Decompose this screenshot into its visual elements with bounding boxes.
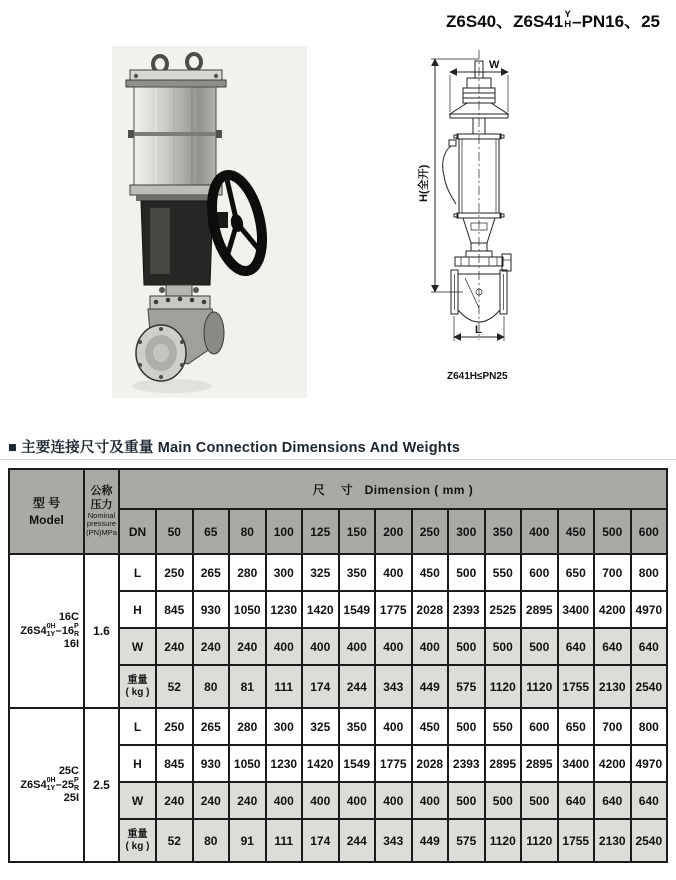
dn-value: 125 <box>302 509 339 554</box>
model-designation <box>9 708 84 862</box>
dim-value: 640 <box>631 628 668 665</box>
dn-value: 65 <box>193 509 230 554</box>
dim-value: 300 <box>266 708 303 745</box>
dim-value: 1420 <box>302 591 339 628</box>
dim-value: 2525 <box>485 591 522 628</box>
model-mid: –16 <box>55 624 74 637</box>
dim-value: 400 <box>266 628 303 665</box>
dim-value: 1549 <box>339 591 376 628</box>
row-label: L <box>119 708 156 745</box>
dim-value: 449 <box>412 819 449 862</box>
dim-value: 550 <box>485 554 522 591</box>
model-suffix-stack-2: P R <box>73 623 79 638</box>
pressure-header-en3: (PN)MPa <box>86 528 117 537</box>
dim-value: 640 <box>594 628 631 665</box>
row-label: W <box>119 628 156 665</box>
valve-photo <box>112 46 307 398</box>
dim-value: 600 <box>521 708 558 745</box>
dim-value: 640 <box>558 628 595 665</box>
dn-value: 80 <box>229 509 266 554</box>
dim-l-label: L <box>475 324 482 336</box>
dn-value: 200 <box>375 509 412 554</box>
dim-value: 265 <box>193 708 230 745</box>
dim-value: 240 <box>193 628 230 665</box>
model-variant-bottom: 25I <box>63 791 79 804</box>
dim-value: 400 <box>302 782 339 819</box>
row-label: L <box>119 554 156 591</box>
dim-value: 111 <box>266 665 303 708</box>
dim-value: 1050 <box>229 745 266 782</box>
dim-value: 52 <box>156 819 193 862</box>
pressure-header-cn2: 压力 <box>90 498 113 511</box>
dim-value: 400 <box>412 782 449 819</box>
dim-value: 400 <box>375 554 412 591</box>
dim-value: 640 <box>594 782 631 819</box>
pressure-header-cn1: 公称 <box>90 485 113 498</box>
dim-value: 930 <box>193 745 230 782</box>
dim-value: 845 <box>156 745 193 782</box>
dim-value: 450 <box>412 708 449 745</box>
dn-value: 400 <box>521 509 558 554</box>
dim-value: 4200 <box>594 745 631 782</box>
model-variant-top: 16C <box>58 611 79 624</box>
title-variant-bottom: H <box>564 18 572 30</box>
pressure-column-header <box>84 469 119 554</box>
dim-value: 350 <box>339 708 376 745</box>
dim-value: 575 <box>448 665 485 708</box>
dim-value: 1120 <box>521 665 558 708</box>
model-header-cn: 型 号 <box>32 496 61 511</box>
dim-value: 240 <box>229 628 266 665</box>
dim-value: 300 <box>266 554 303 591</box>
row-label: W <box>119 782 156 819</box>
dim-value: 1755 <box>558 819 595 862</box>
dim-w-label: W <box>489 59 500 71</box>
dim-value: 449 <box>412 665 449 708</box>
dim-value: 1775 <box>375 745 412 782</box>
model-base: Z6S4 <box>20 778 47 791</box>
dim-value: 80 <box>193 819 230 862</box>
dim-value: 1230 <box>266 591 303 628</box>
model-header-en: Model <box>29 512 64 527</box>
dim-value: 325 <box>302 554 339 591</box>
dim-value: 450 <box>412 554 449 591</box>
dim-value: 575 <box>448 819 485 862</box>
dim-value: 400 <box>412 628 449 665</box>
page-title <box>446 7 660 32</box>
title-variant-top: Y <box>564 8 571 20</box>
dn-value: 600 <box>631 509 668 554</box>
dim-value: 4200 <box>594 591 631 628</box>
dim-value: 800 <box>631 554 668 591</box>
dim-value: 700 <box>594 554 631 591</box>
model-variant-top: 25C <box>58 765 79 778</box>
dim-value: 174 <box>302 819 339 862</box>
nominal-pressure-value: 2.5 <box>84 708 119 862</box>
dim-value: 350 <box>339 554 376 591</box>
dim-value: 1120 <box>485 665 522 708</box>
dim-value: 343 <box>375 819 412 862</box>
dim-value: 930 <box>193 591 230 628</box>
dim-value: 400 <box>339 628 376 665</box>
dim-value: 325 <box>302 708 339 745</box>
dim-value: 343 <box>375 665 412 708</box>
dn-value: 250 <box>412 509 449 554</box>
dim-value: 500 <box>448 628 485 665</box>
dim-value: 2895 <box>485 745 522 782</box>
dim-value: 650 <box>558 554 595 591</box>
dim-value: 400 <box>339 782 376 819</box>
model-suffix-stack-1: 0H 1Y <box>46 623 56 638</box>
model-designation <box>9 554 84 708</box>
dim-value: 2895 <box>521 745 558 782</box>
model-mid: –25 <box>55 778 74 791</box>
dn-value: 300 <box>448 509 485 554</box>
row-label: H <box>119 745 156 782</box>
dim-value: 4970 <box>631 591 668 628</box>
dim-value: 2028 <box>412 745 449 782</box>
dim-value: 4970 <box>631 745 668 782</box>
nominal-pressure-value: 1.6 <box>84 554 119 708</box>
dim-value: 250 <box>156 554 193 591</box>
dim-value: 700 <box>594 708 631 745</box>
dim-value: 500 <box>448 554 485 591</box>
valve-photo-art <box>112 46 307 398</box>
model-suffix-stack-1: 0H 1Y <box>46 777 56 792</box>
dim-value: 265 <box>193 554 230 591</box>
dimension-span-header: 尺 寸 Dimension ( mm ) <box>119 469 667 509</box>
dim-value: 3400 <box>558 745 595 782</box>
dim-value: 500 <box>485 782 522 819</box>
row-label-weight: 重量 ( kg ) <box>119 819 156 862</box>
dim-value: 2895 <box>521 591 558 628</box>
title-variant-stack <box>564 10 571 30</box>
pressure-header-en1: Nominal <box>87 510 116 520</box>
dn-value: 500 <box>594 509 631 554</box>
section-title: ■ 主要连接尺寸及重量 Main Connection Dimensions And Weights <box>8 440 461 456</box>
dim-value: 244 <box>339 819 376 862</box>
dim-value: 2540 <box>631 819 668 862</box>
dim-value: 400 <box>302 628 339 665</box>
dim-value: 800 <box>631 708 668 745</box>
dim-value: 2028 <box>412 591 449 628</box>
dimensions-table <box>8 468 668 863</box>
dim-value: 400 <box>375 628 412 665</box>
dim-value: 1050 <box>229 591 266 628</box>
dim-value: 1755 <box>558 665 595 708</box>
title-suffix: –PN16、25 <box>572 12 660 31</box>
dim-value: 400 <box>375 708 412 745</box>
dim-value: 500 <box>485 628 522 665</box>
dim-value: 2393 <box>448 591 485 628</box>
dn-value: 100 <box>266 509 303 554</box>
dim-value: 240 <box>156 782 193 819</box>
dim-value: 1549 <box>339 745 376 782</box>
dim-value: 1120 <box>521 819 558 862</box>
model-variant-main <box>20 777 79 792</box>
dn-value: 50 <box>156 509 193 554</box>
dim-value: 500 <box>521 782 558 819</box>
model-variant-bottom: 16I <box>63 637 79 650</box>
dim-value: 2130 <box>594 819 631 862</box>
dim-value: 244 <box>339 665 376 708</box>
dim-value: 52 <box>156 665 193 708</box>
dim-value: 550 <box>485 708 522 745</box>
dim-value: 650 <box>558 708 595 745</box>
valve-drawing-art <box>405 42 535 387</box>
dim-value: 280 <box>229 554 266 591</box>
section-divider <box>0 459 676 460</box>
dim-h-label: H(全开) <box>418 164 430 202</box>
dim-value: 500 <box>521 628 558 665</box>
dn-label: DN <box>119 509 156 554</box>
pressure-header-en2: pressure <box>86 519 117 529</box>
dim-value: 240 <box>156 628 193 665</box>
dn-value: 450 <box>558 509 595 554</box>
dim-value: 1420 <box>302 745 339 782</box>
dim-value: 2540 <box>631 665 668 708</box>
dim-value: 250 <box>156 708 193 745</box>
dim-value: 2130 <box>594 665 631 708</box>
title-prefix: Z6S40、Z6S41 <box>446 12 564 31</box>
dim-value: 845 <box>156 591 193 628</box>
dim-value: 640 <box>631 782 668 819</box>
dim-value: 400 <box>266 782 303 819</box>
model-column-header <box>9 469 84 554</box>
dn-value: 150 <box>339 509 376 554</box>
dim-value: 1775 <box>375 591 412 628</box>
dim-value: 1230 <box>266 745 303 782</box>
dim-value: 81 <box>229 665 266 708</box>
drawing-caption: Z641H≤PN25 <box>447 371 508 382</box>
dim-value: 500 <box>448 708 485 745</box>
dim-value: 500 <box>448 782 485 819</box>
valve-technical-drawing <box>405 42 535 387</box>
dim-value: 3400 <box>558 591 595 628</box>
dim-value: 1120 <box>485 819 522 862</box>
dim-value: 111 <box>266 819 303 862</box>
row-label: H <box>119 591 156 628</box>
dim-value: 640 <box>558 782 595 819</box>
dim-value: 240 <box>193 782 230 819</box>
dim-value: 91 <box>229 819 266 862</box>
row-label-weight: 重量 ( kg ) <box>119 665 156 708</box>
dim-value: 174 <box>302 665 339 708</box>
dim-value: 80 <box>193 665 230 708</box>
model-suffix-stack-2: P R <box>73 777 79 792</box>
dim-value: 2393 <box>448 745 485 782</box>
dn-value: 350 <box>485 509 522 554</box>
dim-value: 240 <box>229 782 266 819</box>
model-base: Z6S4 <box>20 624 47 637</box>
dim-value: 400 <box>375 782 412 819</box>
dim-value: 280 <box>229 708 266 745</box>
dim-value: 600 <box>521 554 558 591</box>
model-variant-main <box>20 623 79 638</box>
